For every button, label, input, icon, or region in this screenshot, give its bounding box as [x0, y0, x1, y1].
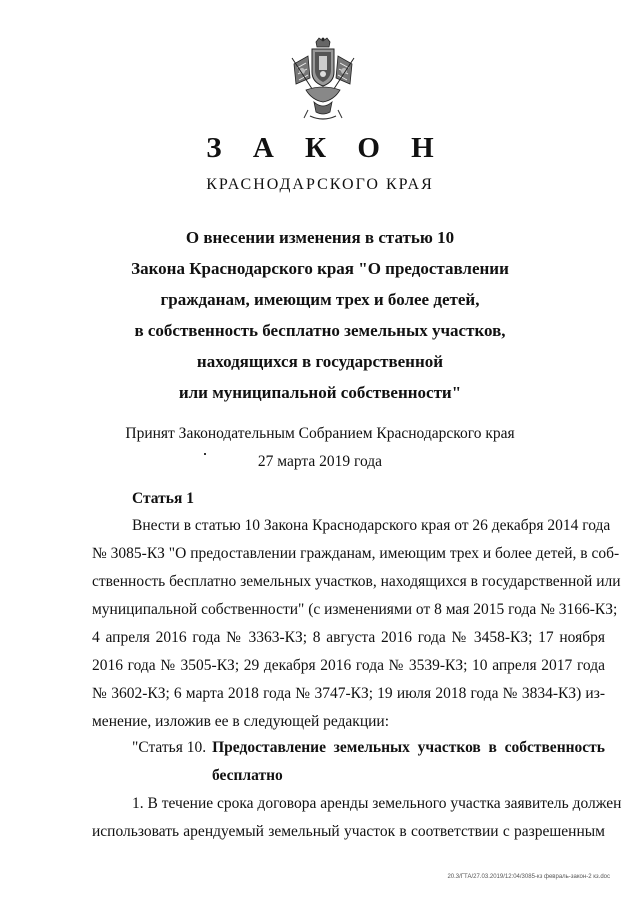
article-10-title: Предоставление земельных участков в собственность — [212, 739, 605, 756]
law-title — [90, 222, 550, 408]
text-line: № 3085-КЗ "О предоставлении гражданам, имеющим трех и более детей, в соб- — [92, 545, 620, 562]
title-line: Закона Краснодарского края "О предоставлении — [131, 259, 509, 278]
text-line: Внести в статью 10 Закона Краснодарского края от 26 декабря 2014 года — [132, 517, 611, 534]
scan-speck — [204, 453, 206, 455]
title-line: гражданам, имеющим трех и более детей, — [160, 290, 480, 309]
title-line: или муниципальной собственности" — [178, 383, 462, 402]
adoption-body: Принят Законодательным Собранием Краснодарского края — [125, 425, 515, 442]
text-line: ственность бесплатно земельных участков, находящихся в государственной или — [92, 573, 621, 590]
title-line: в собственность бесплатно земельных участков, — [134, 321, 506, 340]
text-line: 1. В течение срока договора аренды земельного участка заявитель должен — [132, 795, 622, 812]
adoption-note — [90, 420, 550, 476]
text-line: 2016 года № 3505-КЗ; 29 декабря 2016 года № 3539-КЗ; 10 апреля 2017 года — [92, 657, 605, 674]
adoption-date: 27 марта 2019 года — [257, 453, 383, 470]
text-line: менение, изложив ее в следующей редакции: — [92, 713, 390, 730]
text-line: № 3602-КЗ; 6 марта 2018 года № 3747-КЗ; 19 июля 2018 года № 3834-КЗ) из- — [92, 685, 605, 702]
text-line: муниципальной собственности" (с изменениями от 8 мая 2015 года № 3166-КЗ; — [92, 601, 618, 618]
title-line: О внесении изменения в статью 10 — [185, 228, 455, 247]
text-line: использовать арендуемый земельный участок в соответствии с разрешенным — [92, 823, 605, 840]
title-line: находящихся в государственной — [196, 352, 444, 371]
law-heading: З А К О Н — [206, 132, 446, 164]
article-10-number: "Статья 10. — [132, 739, 207, 756]
article-10-heading — [92, 734, 605, 790]
paragraph-1 — [92, 790, 622, 846]
file-path-footer: 20.3/ГТА/27.03.2019/12:04/3085-кз февраль-закон-2 кз.doc — [447, 874, 610, 880]
article-1-heading: Статья 1 — [132, 490, 194, 507]
text-line: 4 апреля 2016 года № 3363-КЗ; 8 августа 2016 года № 3458-КЗ; 17 ноября — [92, 629, 605, 646]
article-1-text — [92, 512, 621, 736]
krasnodar-coat-of-arms-emblem — [288, 36, 358, 122]
region-heading: КРАСНОДАРСКОГО КРАЯ — [206, 176, 434, 193]
article-10-title-continued: бесплатно — [212, 767, 283, 784]
